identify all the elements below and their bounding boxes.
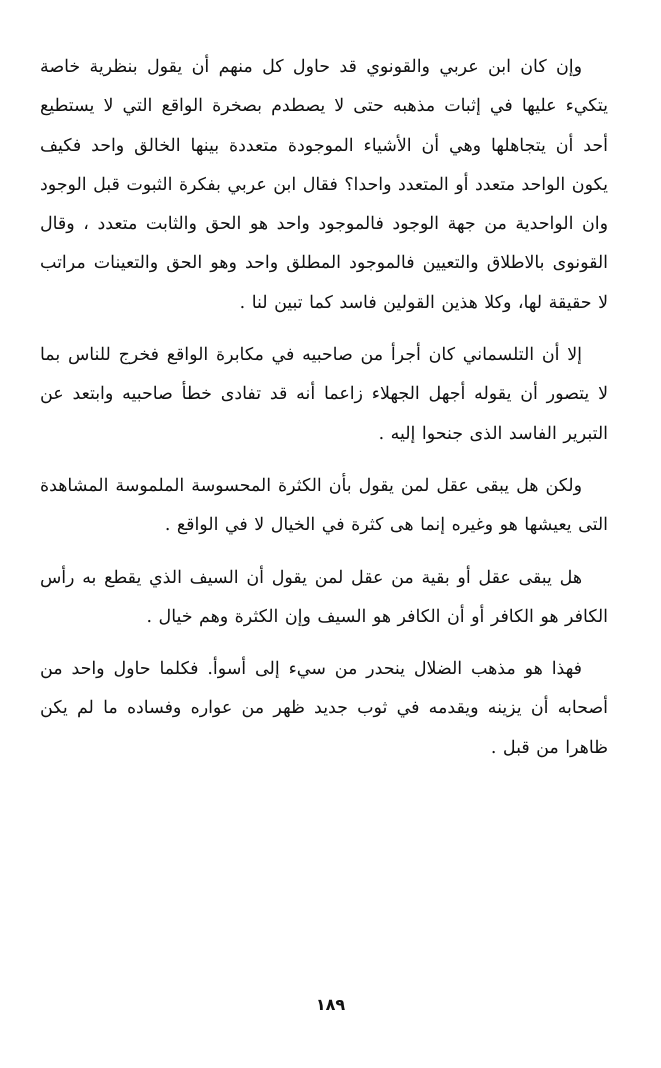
body-text: [40, 48, 608, 781]
paragraph-1: وإن كان ابن عربي والقونوي قد حاول كل منهم أن يقول بنظرية خاصة يتكيء عليها في إثبات مذهبه حتى لا يصطدم بصخرة الواقع التي لا يستطيع أحد أن يتجاهلها وهي أن الأشياء الموجودة متعددة بينها الخالق واحد فكيف يكون الواحد متعدد أو المتعدد واحدا؟ فقال ابن عربي بفكرة الثبوت قبل الوجود وان الواحدية من جهة الوجود فالموجود واحد هو الحق والثابت متعدد ، وقال القونوى بالاطلاق والتعيين فالموجود المطلق واحد وهو الحق والتعينات مراتب لا حقيقة لها، وكلا هذين القولين فاسد كما تبين لنا .: [40, 57, 608, 313]
paragraph-3: ولكن هل يبقى عقل لمن يقول بأن الكثرة المحسوسة الملموسة المشاهدة التى يعيشها هو وغيره إنما هى كثرة في الخيال لا في الواقع .: [40, 475, 608, 536]
paragraph-5: فهذا هو مذهب الضلال ينحدر من سيء إلى أسوأ. فكلما حاول واحد من أصحابه أن يزينه ويقدمه في ثوب جديد ظهر من عواره وفساده ما لم يكن ظاهرا من قبل .: [40, 659, 608, 758]
page-number: ١٨٩: [315, 995, 346, 1014]
paragraph-2: إلا أن التلسماني كان أجرأ من صاحبيه في مكابرة الواقع فخرج للناس بما لا يتصور أن يقوله أجهل الجهلاء زاعما أنه قد تفادى خطأ صاحبيه وابتعد عن التبرير الفاسد الذى جنحوا إليه .: [40, 345, 608, 444]
paragraph-4: هل يبقى عقل أو بقية من عقل لمن يقول أن السيف الذي يقطع به رأس الكافر هو الكافر أو أن الكافر هو السيف وإن الكثرة وهم خيال .: [40, 567, 608, 627]
